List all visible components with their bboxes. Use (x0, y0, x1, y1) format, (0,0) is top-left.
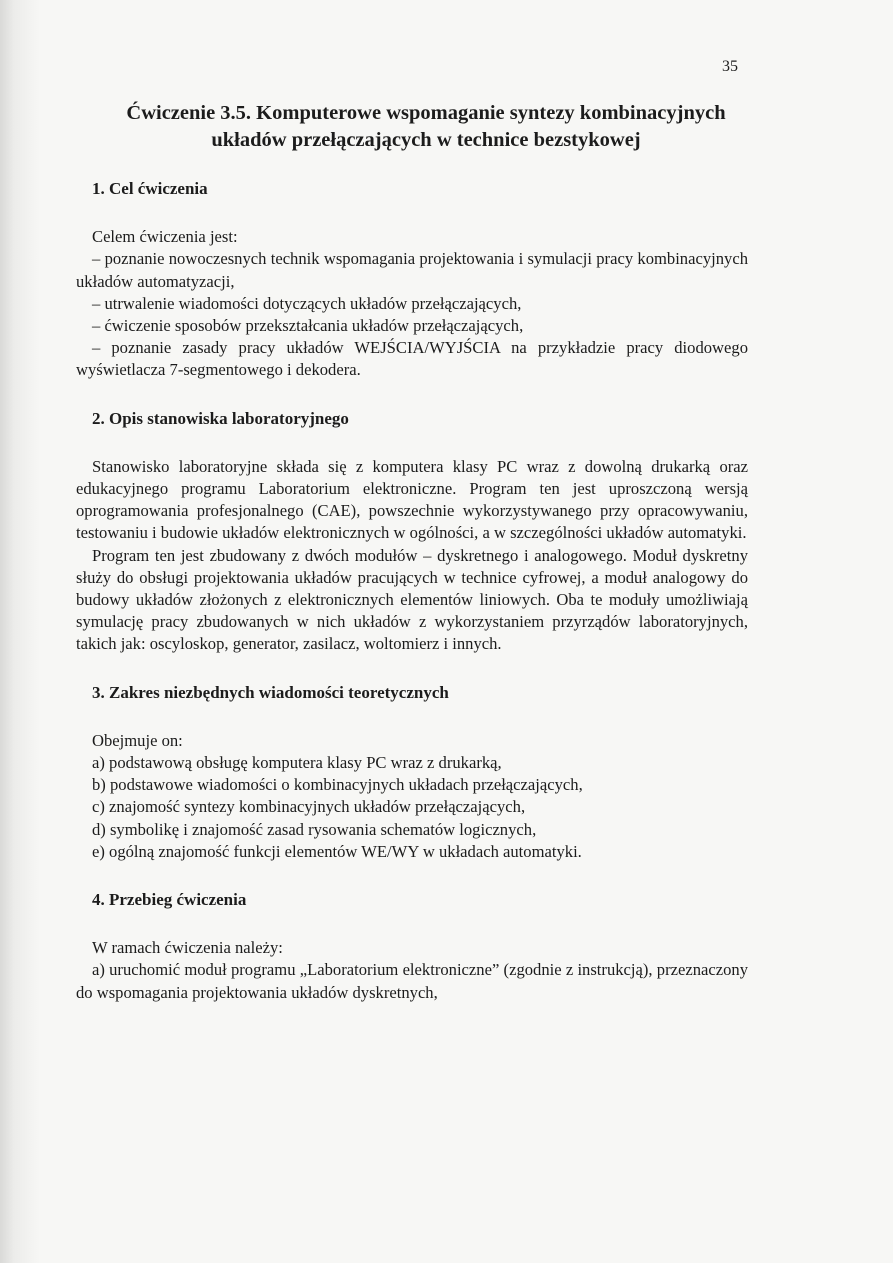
exercise-title (76, 100, 776, 154)
page-number: 35 (722, 58, 738, 75)
section-3-item: b) podstawowe wiadomości o kombinacyjnych układach przełączających, (92, 775, 583, 795)
title-line-2: układów przełączających w technice bezstykowej (211, 129, 641, 151)
title-line-1: Ćwiczenie 3.5. Komputerowe wspomaganie syntezy kombinacyjnych (126, 102, 726, 124)
section-3-intro: Obejmuje on: (92, 730, 183, 750)
section-1-item: – poznanie zasady pracy układów WEJŚCIA/WYJŚCIA na przykładzie pracy diodowego wyświetlacza 7-segmentowego i dekodera. (76, 338, 748, 380)
section-3-item: e) ogólną znajomość funkcji elementów WE/WY w układach automatyki. (92, 841, 582, 861)
section-2-paragraph: Stanowisko laboratoryjne składa się z komputera klasy PC wraz z dowolną drukarką oraz edukacyjnego programu Laboratorium elektroniczne. Program ten jest uproszczoną wersją oprogramowania profesjonalnego (CAE), powszechnie wykorzystywanego przy opracowywaniu, testowaniu i budowie układów elektronicznych w ogólności, a w szczególności układów automatyki. (76, 456, 748, 543)
section-1-heading: 1. Cel ćwiczenia (92, 179, 208, 198)
document-body (76, 178, 748, 1004)
section-4-item: a) uruchomić moduł programu „Laboratorium elektroniczne” (zgodnie z instrukcją), przeznaczony do wspomagania projektowania układów dyskretnych, (76, 960, 748, 1002)
section-3-item: c) znajomość syntezy kombinacyjnych układów przełączających, (92, 797, 526, 817)
section-3-heading: 3. Zakres niezbędnych wiadomości teoretycznych (92, 682, 449, 702)
section-1-intro: Celem ćwiczenia jest: (92, 227, 238, 247)
section-4-intro: W ramach ćwiczenia należy: (92, 938, 283, 958)
section-2-paragraph: Program ten jest zbudowany z dwóch modułów – dyskretnego i analogowego. Moduł dyskretny służy do obsługi projektowania układów pracujących w technice cyfrowej, a moduł analogowy do budowy układów złożonych z elektronicznych elementów liniowych. Oba te moduły umożliwiają symulację pracy zbudowanych w nich układów z wykorzystaniem przyrządów laboratoryjnych, takich jak: oscyloskop, generator, zasilacz, woltomierz i innych. (76, 545, 748, 654)
section-4-heading: 4. Przebieg ćwiczenia (92, 890, 247, 910)
section-1-item: – utrwalenie wiadomości dotyczących układów przełączających, (92, 293, 522, 313)
section-3-item: d) symbolikę i znajomość zasad rysowania schematów logicznych, (92, 819, 537, 839)
section-1-item: – poznanie nowoczesnych technik wspomagania projektowania i symulacji pracy kombinacyjnych układów automatyzacji, (76, 249, 748, 291)
section-3-item: a) podstawową obsługę komputera klasy PC wraz z drukarką, (92, 753, 502, 773)
section-2-heading: 2. Opis stanowiska laboratoryjnego (92, 408, 349, 428)
section-1-item: – ćwiczenie sposobów przekształcania układów przełączających, (92, 316, 524, 336)
